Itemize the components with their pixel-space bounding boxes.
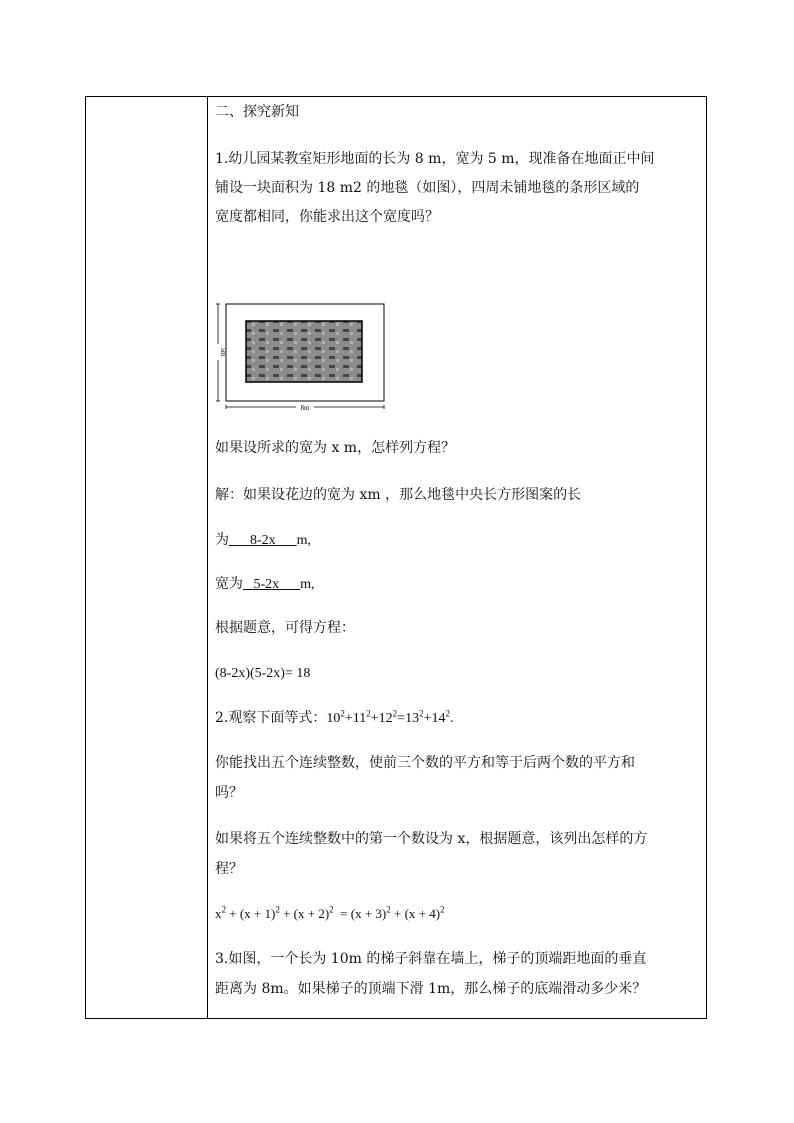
width-unit: m, <box>300 577 315 592</box>
length-prefix: 为 <box>215 532 229 548</box>
problem3-line2: 距离为 8m。如果梯子的顶端下滑 1m，那么梯子的底端滑动多少米？ <box>215 981 647 997</box>
problem1-line3: 宽度都相同，你能求出这个宽度吗？ <box>215 209 439 225</box>
problem1-question: 如果设所求的宽为 x m，怎样列方程？ <box>215 440 456 456</box>
rug-diagram-svg <box>215 300 387 410</box>
length-unit: m, <box>296 533 312 548</box>
length-answer-blank <box>229 532 297 550</box>
width-answer: 5-2x <box>253 577 280 592</box>
problem1-line1: 1.幼儿园某教室矩形地面的长为 8 m，宽为 5 m，现准备在地面正中间 <box>215 151 655 167</box>
problem1-equation: (8-2x)(5-2x)= 18 <box>215 666 311 681</box>
rug-diagram <box>215 300 387 410</box>
solution-line1: 解：如果设花边的宽为 xm ，那么地毯中央长方形图案的长 <box>215 487 582 503</box>
length-answer: 8-2x <box>250 533 276 548</box>
equation-intro: 根据题意，可得方程： <box>215 620 355 636</box>
problem2-setup-line2: 程？ <box>215 861 243 877</box>
column-divider <box>207 97 208 1018</box>
worksheet-table <box>85 96 707 1019</box>
height-label: 5m <box>219 347 227 357</box>
problem3-line1: 3.如图，一个长为 10m 的梯子斜靠在墙上，梯子的顶端距地面的垂直 <box>215 951 647 967</box>
problem1-line2: 铺设一块面积为 18 m2 的地毯（如图），四周未铺地毯的条形区域的 <box>215 180 640 196</box>
problem2-equation: $x^2 + (x + 1)^2 + (x + 2)^2 = (x + 3)^2 + (x + 4)^2$ <box>215 904 445 921</box>
length-expression <box>215 531 311 550</box>
problem2-label: 2.观察下面等式： <box>215 710 327 726</box>
problem2-statement <box>215 709 453 728</box>
rug-rect <box>246 321 362 382</box>
problem2-question-line2: 吗？ <box>215 785 243 801</box>
width-label: 8m <box>300 404 310 410</box>
width-prefix: 宽为 <box>215 576 243 592</box>
problem2-question-line1: 你能找出五个连续整数，使前三个数的平方和等于后两个数的平方和 <box>215 755 635 771</box>
squares-equality: $10^2+11^2+12^2=13^2+14^2$. <box>326 708 454 726</box>
problem2-setup-line1: 如果将五个连续整数中的第一个数设为 x，根据题意，该列出怎样的方 <box>215 831 648 847</box>
section-title: 二、探究新知 <box>215 104 299 120</box>
width-answer-blank <box>243 576 300 594</box>
width-expression <box>215 575 315 594</box>
